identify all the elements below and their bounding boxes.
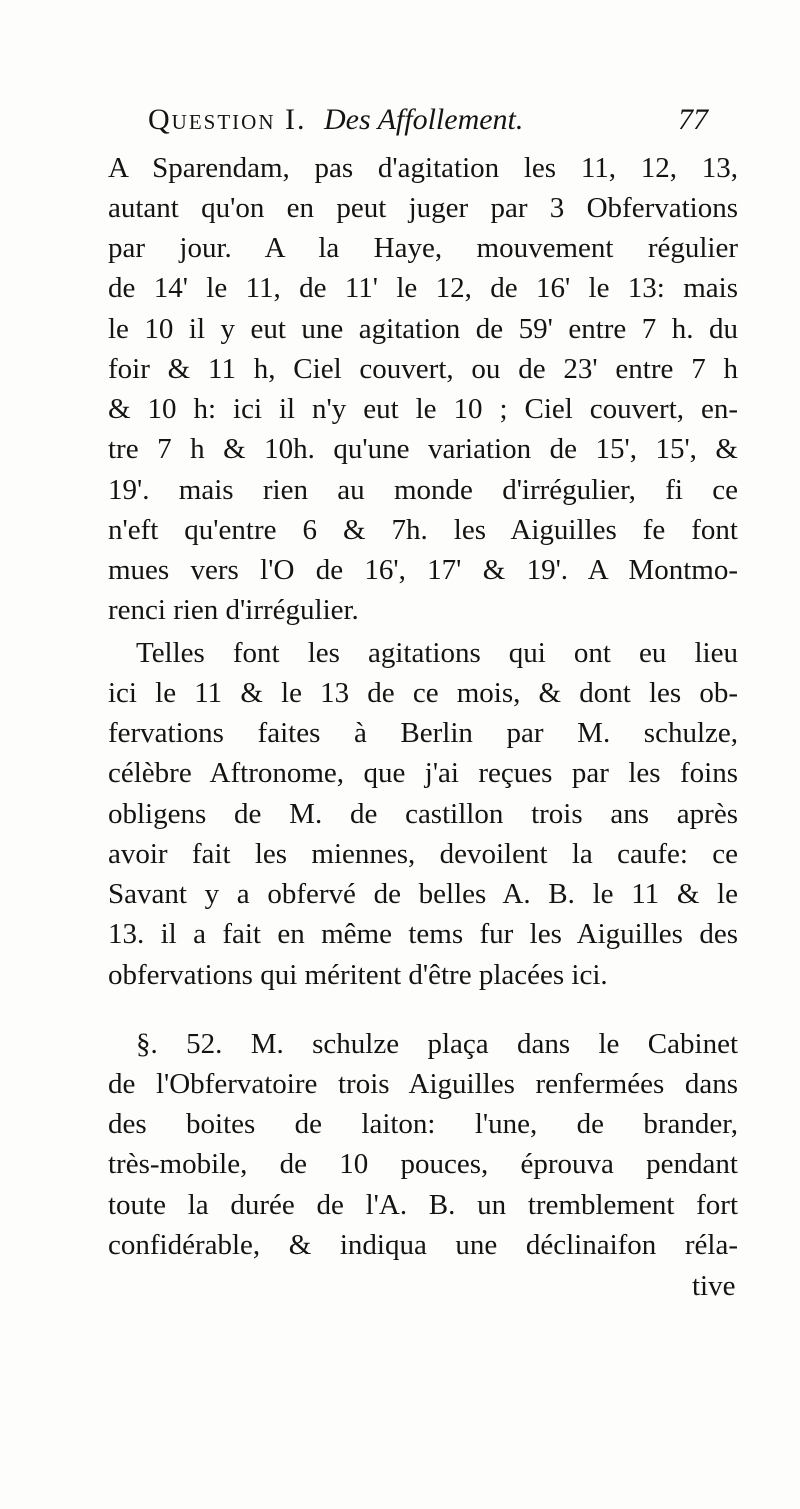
running-header bbox=[148, 98, 708, 142]
text-line: avoir fait les miennes, devoilent la caufe: ce bbox=[108, 838, 738, 870]
text-line: foir & 11 h, Ciel couvert, ou de 23' entre 7 h bbox=[108, 353, 738, 385]
text-line: 19'. mais rien au monde d'irrégulier, fi ce bbox=[108, 474, 738, 506]
catchword: tive bbox=[692, 1270, 736, 1302]
text-line: & 10 h: ici il n'y eut le 10 ; Ciel couvert, en- bbox=[108, 393, 738, 425]
text-line: 13. il a fait en même tems fur les Aiguilles des bbox=[108, 918, 738, 950]
text-line: §. 52. M. schulze plaça dans le Cabinet bbox=[136, 1028, 738, 1060]
text-line: mues vers l'O de 16', 17' & 19'. A Montmo- bbox=[108, 554, 738, 586]
text-line: A Sparendam, pas d'agitation les 11, 12, 13, bbox=[108, 152, 738, 184]
text-line: obligens de M. de castillon trois ans après bbox=[108, 798, 738, 830]
text-line: fervations faites à Berlin par M. schulze, bbox=[108, 717, 738, 749]
text-line: obfervations qui méritent d'être placées ici. bbox=[108, 959, 608, 991]
text-line: Savant y a obfervé de belles A. B. le 11 & le bbox=[108, 878, 738, 910]
text-line: de 14' le 11, de 11' le 12, de 16' le 13: mais bbox=[108, 272, 738, 304]
text-line: par jour. A la Haye, mouvement régulier bbox=[108, 232, 738, 264]
text-line: des boites de laiton: l'une, de brander, bbox=[108, 1108, 738, 1140]
text-line: ici le 11 & le 13 de ce mois, & dont les ob- bbox=[108, 677, 738, 709]
text-line: très-mobile, de 10 pouces, éprouva pendant bbox=[108, 1148, 738, 1180]
text-line: confidérable, & indiqua une déclinaifon réla- bbox=[108, 1229, 738, 1261]
text-line: n'eft qu'entre 6 & 7h. les Aiguilles fe font bbox=[108, 514, 738, 546]
header-question: Question I. bbox=[148, 103, 307, 136]
text-line: autant qu'on en peut juger par 3 Obfervations bbox=[108, 192, 738, 224]
text-line: le 10 il y eut une agitation de 59' entre 7 h. du bbox=[108, 313, 738, 345]
text-line: célèbre Aftronome, que j'ai reçues par les foins bbox=[108, 757, 738, 789]
text-line: renci rien d'irrégulier. bbox=[108, 594, 359, 626]
page-number: 77 bbox=[678, 103, 708, 136]
text-line: tre 7 h & 10h. qu'une variation de 15', 15', & bbox=[108, 433, 738, 465]
text-line: de l'Obfervatoire trois Aiguilles renfermées dans bbox=[108, 1068, 738, 1100]
text-line: toute la durée de l'A. B. un tremblement fort bbox=[108, 1189, 738, 1221]
text-line: Telles font les agitations qui ont eu lieu bbox=[136, 637, 738, 669]
header-title: Des Affollement. bbox=[323, 103, 524, 136]
